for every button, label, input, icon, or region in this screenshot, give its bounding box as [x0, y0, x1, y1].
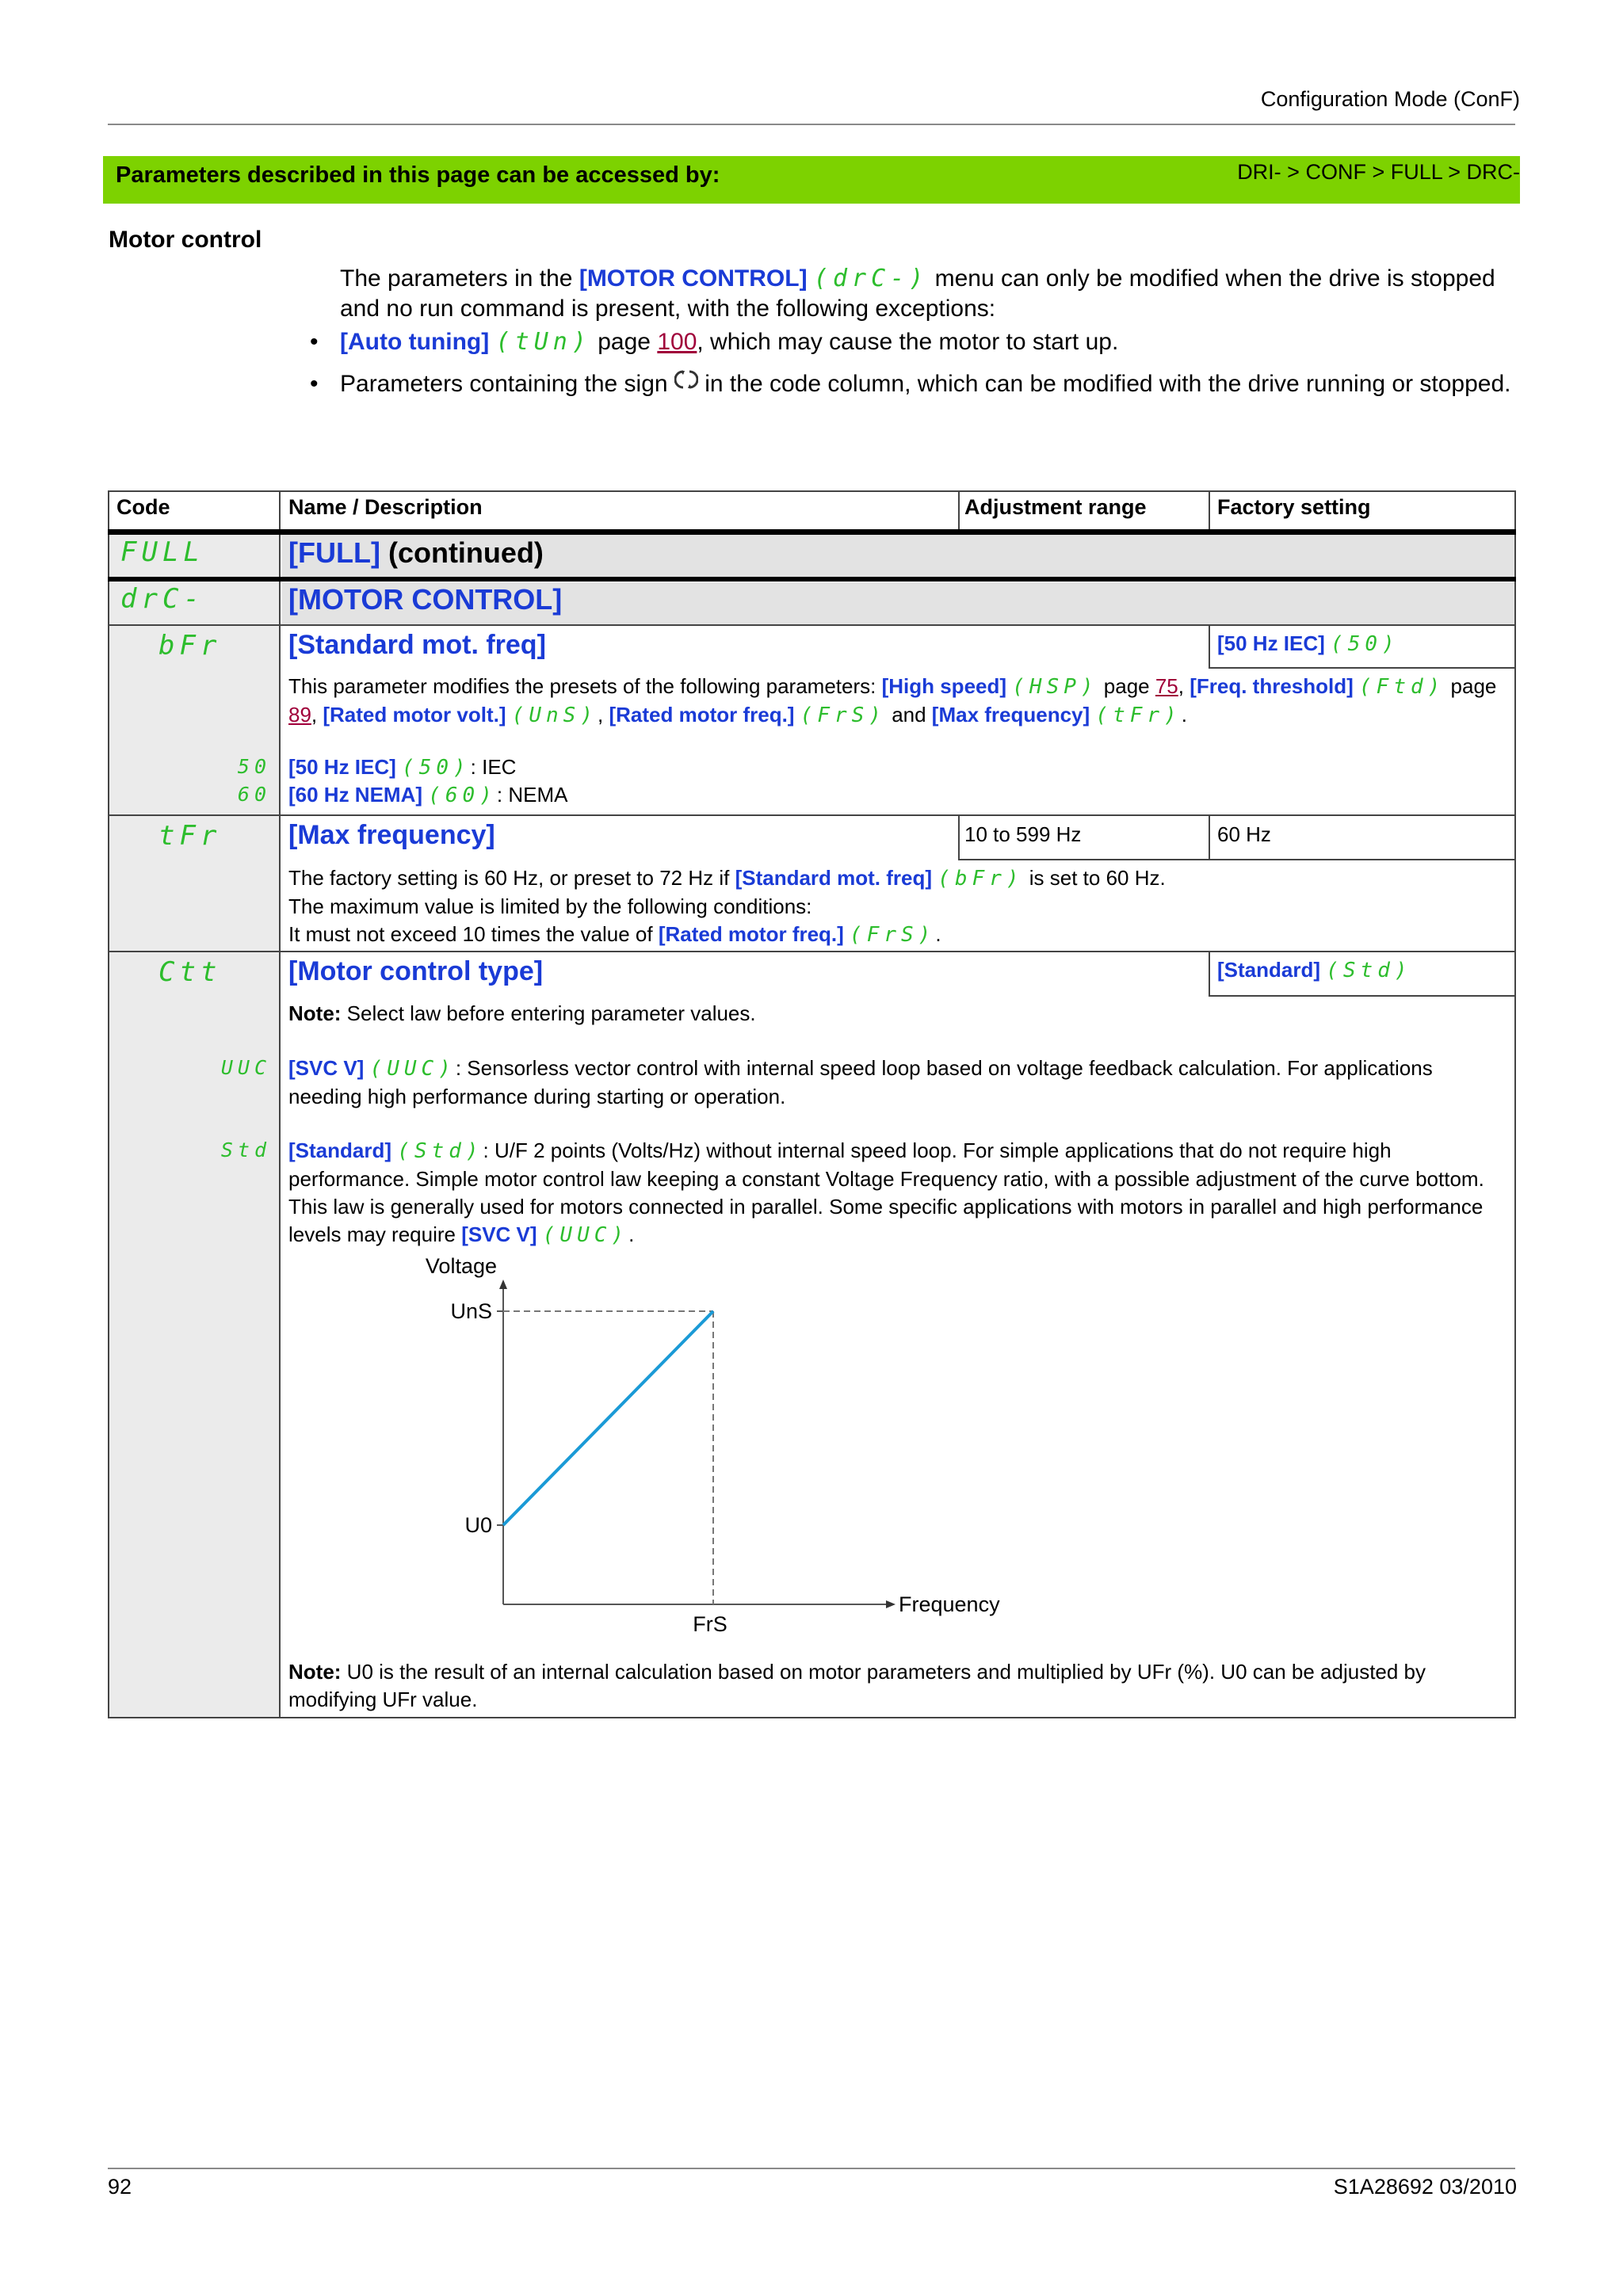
bullet-item-1	[310, 327, 1521, 357]
note-label: Note:	[288, 1001, 342, 1025]
tfr-name: [Max frequency]	[288, 820, 495, 850]
ctt-note-2	[288, 1658, 1509, 1714]
ctt-factory-code: (Std)	[1326, 959, 1412, 982]
ref-code: (tFr)	[1095, 704, 1182, 727]
option-code: (60)	[428, 784, 497, 807]
bullet1-name: [Auto tuning]	[340, 329, 490, 355]
bfr-description	[288, 673, 1509, 730]
ref-code: (FrS)	[800, 704, 886, 727]
desc-text: ,	[1178, 674, 1190, 698]
ctt-note	[288, 1000, 756, 1028]
ctt-option-std	[288, 1137, 1509, 1249]
code-opt-60: 60	[237, 783, 271, 806]
desc-text: The factory setting is 60 Hz, or preset to 72 Hz if	[288, 866, 735, 890]
bfr-factory	[1217, 630, 1400, 658]
code-std: Std	[220, 1138, 271, 1161]
option-code: (Std)	[397, 1139, 483, 1163]
col-divider	[279, 490, 281, 1718]
tfr-desc-line-2: The maximum value is limited by the following conditions:	[288, 894, 812, 918]
bullet2-text: Parameters containing the sign	[340, 371, 674, 397]
voltage-frequency-line	[503, 1311, 713, 1525]
page-link-75[interactable]: 75	[1155, 674, 1178, 698]
option-code: (50)	[402, 756, 471, 780]
option-name: [SVC V]	[288, 1056, 365, 1080]
code-opt-50: 50	[237, 755, 271, 778]
bullet-dot-icon: •	[310, 371, 319, 397]
bullet1-text-end: , which may cause the motor to start up.	[697, 329, 1119, 355]
bullet1-text: page	[590, 329, 658, 355]
ref-svc-v: [SVC V]	[461, 1222, 537, 1246]
menu-code: (drC-)	[813, 265, 929, 292]
bfr-factory-code: (50)	[1331, 632, 1400, 656]
doc-reference: S1A28692 03/2010	[1333, 2175, 1517, 2199]
desc-text: and	[885, 703, 932, 727]
col-header-range: Adjustment range	[964, 495, 1147, 519]
desc-text: ,	[598, 703, 609, 727]
code-drc: drC-	[120, 583, 204, 615]
ref-rated-volt: [Rated motor volt.]	[323, 703, 506, 727]
intro-text: The parameters in the	[340, 265, 579, 292]
x-axis-label: Frequency	[899, 1592, 1000, 1616]
desc-text: page	[1098, 674, 1155, 698]
option-text: : NEMA	[496, 783, 568, 807]
access-bar-label: Parameters described in this page can be accessed by:	[116, 162, 720, 188]
note-text: Select law before entering parameter values.	[341, 1001, 756, 1025]
tfr-range: 10 to 599 Hz	[964, 822, 1082, 846]
ref-freq-threshold: [Freq. threshold]	[1190, 674, 1354, 698]
option-text: : Sensorless vector control with internal speed loop based on voltage feedback calculation. For applications needing high performance during starting or operation.	[288, 1056, 1433, 1108]
ref-code: (bFr)	[938, 867, 1024, 891]
desc-text: It must not exceed 10 times the value of	[288, 922, 659, 946]
ctt-name: [Motor control type]	[288, 956, 544, 986]
ctt-factory-name: [Standard]	[1217, 958, 1320, 982]
page-number: 92	[108, 2175, 132, 2199]
ctt-option-uuc	[288, 1055, 1509, 1111]
full-thick-rule	[108, 577, 1516, 582]
section-title: Motor control	[109, 227, 262, 253]
header-thick-rule	[108, 529, 1516, 535]
full-suffix: (continued)	[380, 536, 544, 569]
ref-code: (Ftd)	[1359, 675, 1445, 699]
col-divider	[958, 490, 960, 535]
x-tick-label: FrS	[693, 1612, 727, 1636]
footer-rule	[108, 2168, 1515, 2169]
desc-text: is set to 60 Hz.	[1023, 866, 1166, 890]
page-header-title: Configuration Mode (ConF)	[1260, 87, 1520, 111]
bullet2-text-end: in the code column, which can be modified with the drive running or stopped.	[697, 371, 1511, 397]
desc-text: .	[1181, 703, 1187, 727]
y-axis-label: Voltage	[425, 1254, 497, 1278]
full-title	[288, 536, 544, 570]
col-header-factory: Factory setting	[1217, 495, 1371, 519]
code-full: FULL	[120, 536, 204, 568]
option-text: : U/F 2 points (Volts/Hz) without internal speed loop. For simple applications that do not require high performance. Simple motor control law keeping a constant Voltage Frequency ratio, with a possible adjustment of the curve bottom. This law is generally used for motors connected in parallel. Some specific applications with motors in parallel and high performance levels may require	[288, 1138, 1484, 1246]
access-bar-path: DRI- > CONF > FULL > DRC-	[1237, 160, 1520, 184]
x-axis-arrow-icon	[886, 1600, 896, 1608]
bullet-dot-icon: •	[310, 329, 319, 355]
desc-text: page	[1445, 674, 1497, 698]
ref-rated-freq: [Rated motor freq.]	[609, 703, 795, 727]
option-code: (UUC)	[369, 1057, 456, 1081]
bfr-factory-name: [50 Hz IEC]	[1217, 631, 1325, 655]
y-tick-label: U0	[464, 1513, 492, 1537]
note-label: Note:	[288, 1660, 342, 1684]
bfr-option-50	[288, 753, 516, 782]
option-name: [60 Hz NEMA]	[288, 783, 423, 807]
ref-std-mot-freq: [Standard mot. freq]	[735, 866, 933, 890]
bullet1-code: (tUn)	[495, 328, 591, 356]
code-tfr: tFr	[158, 820, 222, 852]
col-divider	[1209, 490, 1210, 535]
ref-rated-freq: [Rated motor freq.]	[658, 922, 844, 946]
full-name: [FULL]	[288, 536, 380, 569]
y-axis-arrow-icon	[499, 1280, 507, 1289]
desc-text: This parameter modifies the presets of the following parameters:	[288, 674, 882, 698]
intro-paragraph	[310, 264, 1521, 402]
ref-code: (UnS)	[511, 704, 598, 727]
option-name: [Standard]	[288, 1138, 391, 1162]
page-link-89[interactable]: 89	[288, 703, 311, 727]
desc-text: ,	[311, 703, 323, 727]
tfr-factory: 60 Hz	[1217, 822, 1271, 846]
code-bfr: bFr	[158, 630, 222, 662]
code-ctt: Ctt	[158, 956, 222, 988]
ref-code: (HSP)	[1012, 675, 1098, 699]
desc-text: .	[935, 922, 941, 946]
tfr-desc-line-1	[288, 864, 1509, 893]
intro-text-post: menu can only be modified when the drive is stopped and no run command is present, with the following exceptions:	[340, 265, 1495, 322]
col-header-code: Code	[116, 495, 170, 519]
ref-high-speed: [High speed]	[881, 674, 1007, 698]
tfr-description	[288, 864, 1509, 949]
ref-code: (FrS)	[850, 923, 936, 947]
bullet-item-2	[310, 367, 1521, 402]
col-header-name: Name / Description	[288, 495, 483, 519]
option-text: : IEC	[470, 755, 517, 779]
option-name: [50 Hz IEC]	[288, 755, 396, 779]
running-change-icon	[674, 367, 698, 402]
uf-chart	[380, 1248, 1062, 1644]
code-column-bg	[109, 535, 281, 1717]
bfr-name: [Standard mot. freq]	[288, 630, 546, 660]
tfr-desc-line-3	[288, 921, 1509, 949]
option-text: .	[628, 1222, 635, 1246]
ref-code: (UUC)	[542, 1223, 629, 1247]
col-divider	[1209, 816, 1210, 860]
intro-line	[340, 264, 1521, 324]
menu-name: [MOTOR CONTROL]	[579, 265, 808, 292]
header-rule	[108, 124, 1515, 125]
page-link-100[interactable]: 100	[657, 329, 697, 355]
ctt-factory	[1217, 956, 1412, 985]
bfr-option-60	[288, 781, 567, 810]
drc-name: [MOTOR CONTROL]	[288, 583, 563, 616]
y-tick-label: UnS	[450, 1299, 492, 1323]
code-uuc: UUC	[220, 1056, 271, 1079]
ref-max-freq: [Max frequency]	[931, 703, 1090, 727]
note-text: U0 is the result of an internal calculation based on motor parameters and multiplied by UFr (%). U0 can be adjusted by modifying UFr value.	[288, 1660, 1426, 1711]
